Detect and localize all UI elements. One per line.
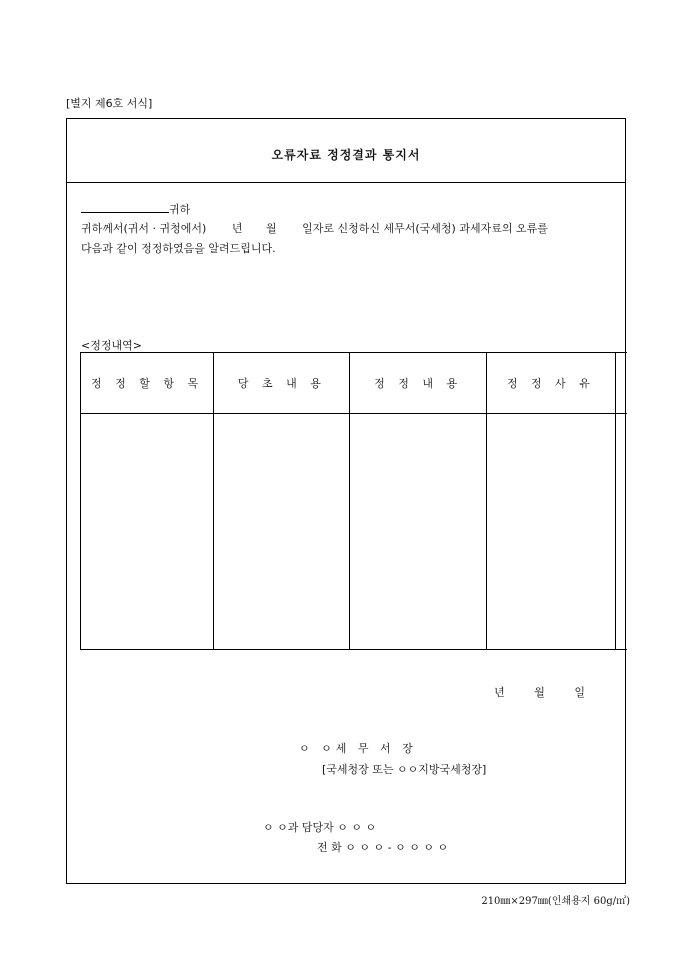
cell-original-content: [214, 414, 350, 650]
title-divider: [67, 182, 625, 183]
issue-date-line: [472, 684, 587, 700]
cell-correction-item: [81, 414, 214, 650]
table-header-row: [81, 353, 628, 414]
recipient-line: [81, 201, 190, 217]
paper-size-note: 210㎜×297㎜(인쇄용지 60g/㎡): [481, 896, 630, 907]
body-line-1-rest: 일자로 신청하신 세무서(국세청) 과세자료의 오류를: [302, 222, 548, 235]
contact-department-line: ㅇ ㅇ과 담당자 ㅇ ㅇ ㅇ: [263, 821, 377, 834]
body-year-label: 년: [231, 222, 243, 235]
date-year-label: 년: [494, 686, 507, 699]
header-correction-reason: 정 정 사 유: [486, 353, 615, 414]
cell-corrected-content: [350, 414, 486, 650]
notice-form: [66, 118, 626, 884]
recipient-blank: [81, 203, 169, 213]
body-month-label: 월: [265, 222, 277, 235]
header-correction-item: 정 정 할 항 목: [81, 353, 214, 414]
date-day-label: 일: [574, 686, 587, 699]
cell-correction-reason: [486, 414, 615, 650]
recipient-suffix: 귀하: [169, 203, 191, 216]
form-title: 오류자료 정정결과 통지서: [271, 148, 421, 162]
header-corrected-content: 정 정 내 용: [350, 353, 486, 414]
header-spacer: [615, 353, 627, 414]
cell-spacer: [615, 414, 627, 650]
detail-caption: <정정내역>: [81, 339, 142, 352]
body-line-2: 다음과 같이 정정하였음을 알려드립니다.: [81, 242, 276, 255]
correction-detail-table: [80, 352, 627, 650]
header-original-content: 당 초 내 용: [214, 353, 350, 414]
office-head-name: ㅇ ㅇ세 무 서 장: [299, 742, 417, 755]
form-number-label: [별지 제6호 서식]: [66, 97, 153, 110]
date-month-label: 월: [534, 686, 547, 699]
table-row: [81, 414, 628, 650]
body-line-1-part: 귀하께서(귀서 · 귀청에서): [81, 222, 207, 235]
contact-phone-line: 전 화 ㅇ ㅇ ㅇ - ㅇ ㅇ ㅇ ㅇ: [317, 841, 449, 854]
office-head-alternative: [국세청장 또는 ㅇㅇ지방국세청장]: [322, 763, 487, 776]
body-line-1: [81, 220, 548, 236]
